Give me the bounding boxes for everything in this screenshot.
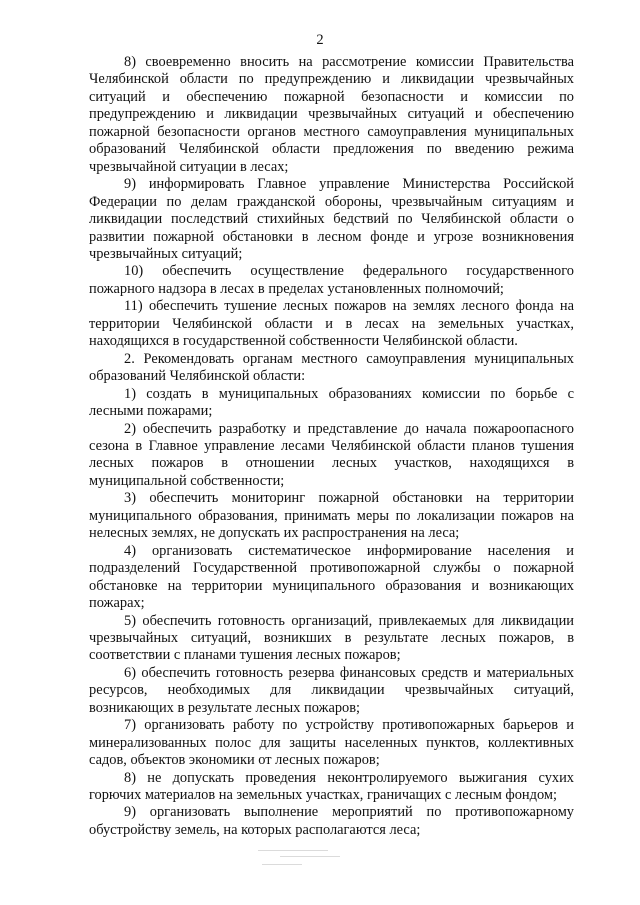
paragraph-rec-3: 3) обеспечить мониторинг пожарной обстановки на территории муниципального образования, принимать меры по локализации пожаров на нелесных землях, не допускать их распространения на леса; [89, 490, 574, 542]
paragraph-rec-2: 2) обеспечить разработку и представление до начала пожароопасного сезона в Главное управление лесами Челябинской области планов тушения лесных пожаров в отношении лесных участков, находящихся в муниципальной собственности; [89, 420, 574, 489]
paragraph-rec-7: 7) организовать работу по устройству противопожарных барьеров и минерализованных полос для защиты населенных пунктов, коллективных садов, объектов экономики от лесных пожаров; [89, 717, 574, 769]
paragraph-item-8: 8) своевременно вносить на рассмотрение комиссии Правительства Челябинской области по предупреждению и ликвидации чрезвычайных ситуаций и обеспечению пожарной безопасности и комиссии по предупреждению и ликвидации чрезвычайных ситуаций и обеспечению пожарной безопасности органов местного самоуправления муниципальных образований Челябинской области предложения по введению режима чрезвычайной ситуации в лесах; [89, 54, 574, 175]
paragraph-rec-6: 6) обеспечить готовность резерва финансовых средств и материальных ресурсов, необходимых для ликвидации чрезвычайных ситуаций, возникающих в результате лесных пожаров; [89, 664, 574, 716]
faint-stamp-mark [250, 842, 360, 872]
paragraph-rec-9: 9) организовать выполнение мероприятий по противопожарному обустройству земель, на которых располагаются леса; [89, 804, 574, 838]
paragraph-item-11: 11) обеспечить тушение лесных пожаров на землях лесного фонда на территории Челябинской области и в лесах на земельных участках, находящихся в государственной собственности Челябинской области. [89, 298, 574, 350]
paragraph-rec-4: 4) организовать систематическое информирование населения и подразделений Государственной противопожарной службы о пожарной обстановке на территории муниципального образования и возникающих пожарах; [89, 542, 574, 612]
paragraph-item-9: 9) информировать Главное управление Министерства Российской Федерации по делам гражданской обороны, чрезвычайным ситуациям и ликвидации последствий стихийных бедствий по Челябинской области о развитии пожарной обстановки в лесном фонде и угрозе возникновения чрезвычайных ситуаций; [89, 176, 574, 262]
page-number: 2 [316, 32, 324, 48]
document-body [89, 54, 574, 839]
paragraph-item-10: 10) обеспечить осуществление федерального государственного пожарного надзора в лесах в пределах установленных полномочий; [89, 263, 574, 297]
paragraph-rec-5: 5) обеспечить готовность организаций, привлекаемых для ликвидации чрезвычайных ситуаций, возникших в результате лесных пожаров, в соответствии с планами тушения лесных пожаров; [89, 612, 574, 664]
paragraph-rec-8: 8) не допускать проведения неконтролируемого выжигания сухих горючих материалов на земельных участках, граничащих с лесным фондом; [89, 769, 574, 804]
paragraph-rec-1: 1) создать в муниципальных образованиях комиссии по борьбе с лесными пожарами; [89, 385, 574, 420]
paragraph-section-2: 2. Рекомендовать органам местного самоуправления муниципальных образований Челябинской области: [89, 350, 574, 385]
